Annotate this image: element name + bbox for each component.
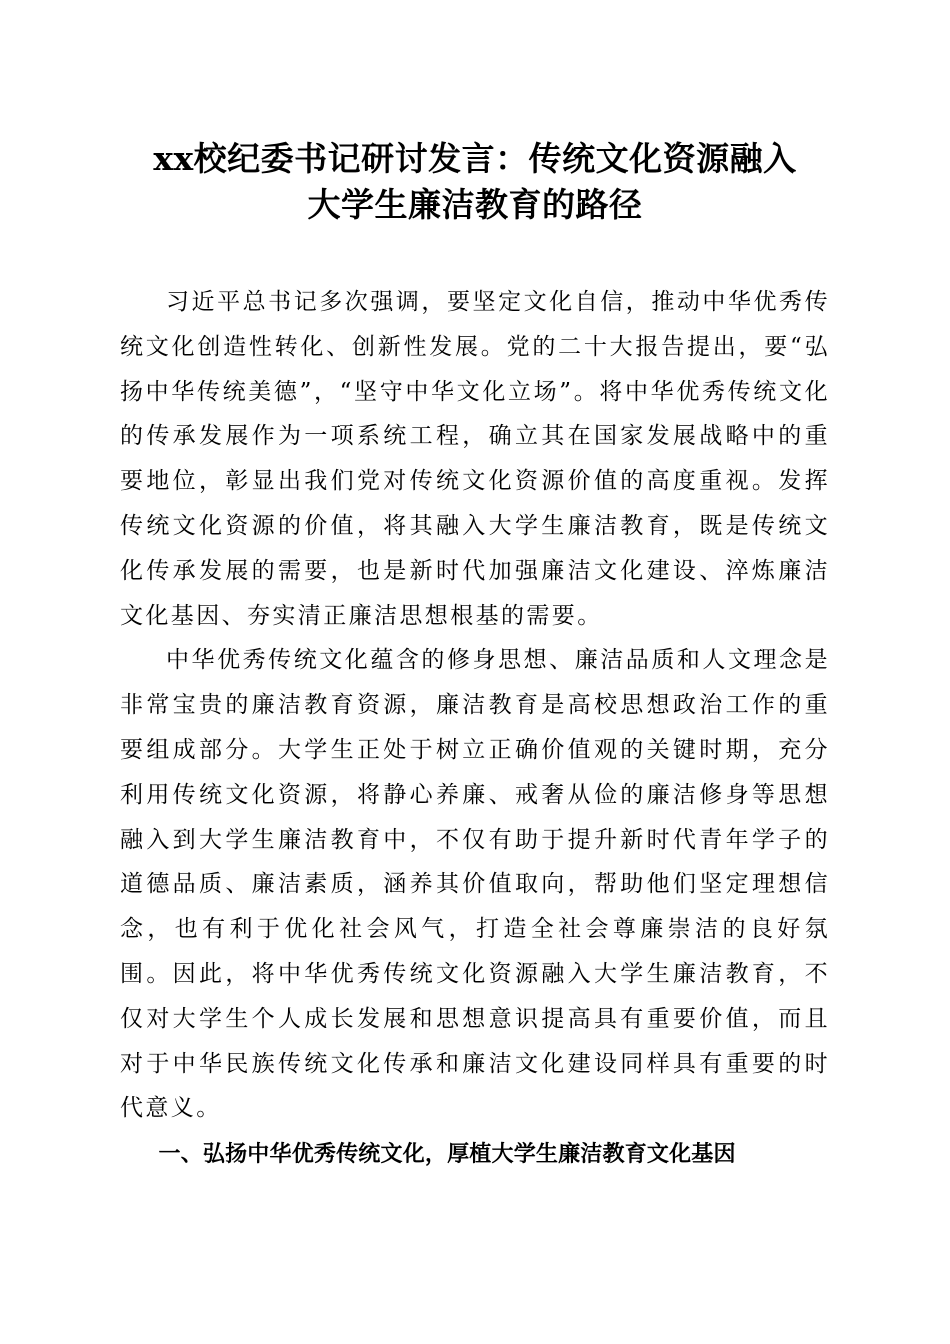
title-line-2: 大学生廉洁教育的路径 xyxy=(307,185,643,224)
paragraph-2: 中华优秀传统文化蕴含的修身思想、廉洁品质和人文理念是非常宝贵的廉洁教育资源，廉洁教育是高校思想政治工作的重要组成部分。大学生正处于树立正确价值观的关键时期，充分利用传统文化资源，将静心养廉、戒奢从俭的廉洁修身等思想融入到大学生廉洁教育中，不仅有助于提升新时代青年学子的道德品质、廉洁素质，涵养其价值取向，帮助他们坚定理想信念，也有利于优化社会风气，打造全社会尊廉崇洁的良好氛围。因此，将中华优秀传统文化资源融入大学生廉洁教育，不仅对大学生个人成长发展和思想意识提高具有重要价值，而且对于中华民族传统文化传承和廉洁文化建设同样具有重要的时代意义。 xyxy=(120,647,830,1122)
section-heading-1: 一、弘扬中华优秀传统文化，厚植大学生廉洁教育文化基因 xyxy=(158,1142,736,1168)
paragraph-1: 习近平总书记多次强调，要坚定文化自信，推动中华优秀传统文化创造性转化、创新性发展。党的二十大报告提出，要“弘扬中华传统美德”，“坚守中华文化立场”。将中华优秀传统文化的传承发展作为一项系统工程，确立其在国家发展战略中的重要地位，彰显出我们党对传统文化资源价值的高度重视。发挥传统文化资源的价值，将其融入大学生廉洁教育，既是传统文化传承发展的需要，也是新时代加强廉洁文化建设、淬炼廉洁文化基因、夯实清正廉洁思想根基的需要。 xyxy=(120,289,830,629)
document-body xyxy=(120,280,830,1177)
title-line-1: xx校纪委书记研讨发言：传统文化资源融入 xyxy=(153,139,797,178)
document-page xyxy=(120,136,830,1177)
document-title xyxy=(120,136,830,228)
